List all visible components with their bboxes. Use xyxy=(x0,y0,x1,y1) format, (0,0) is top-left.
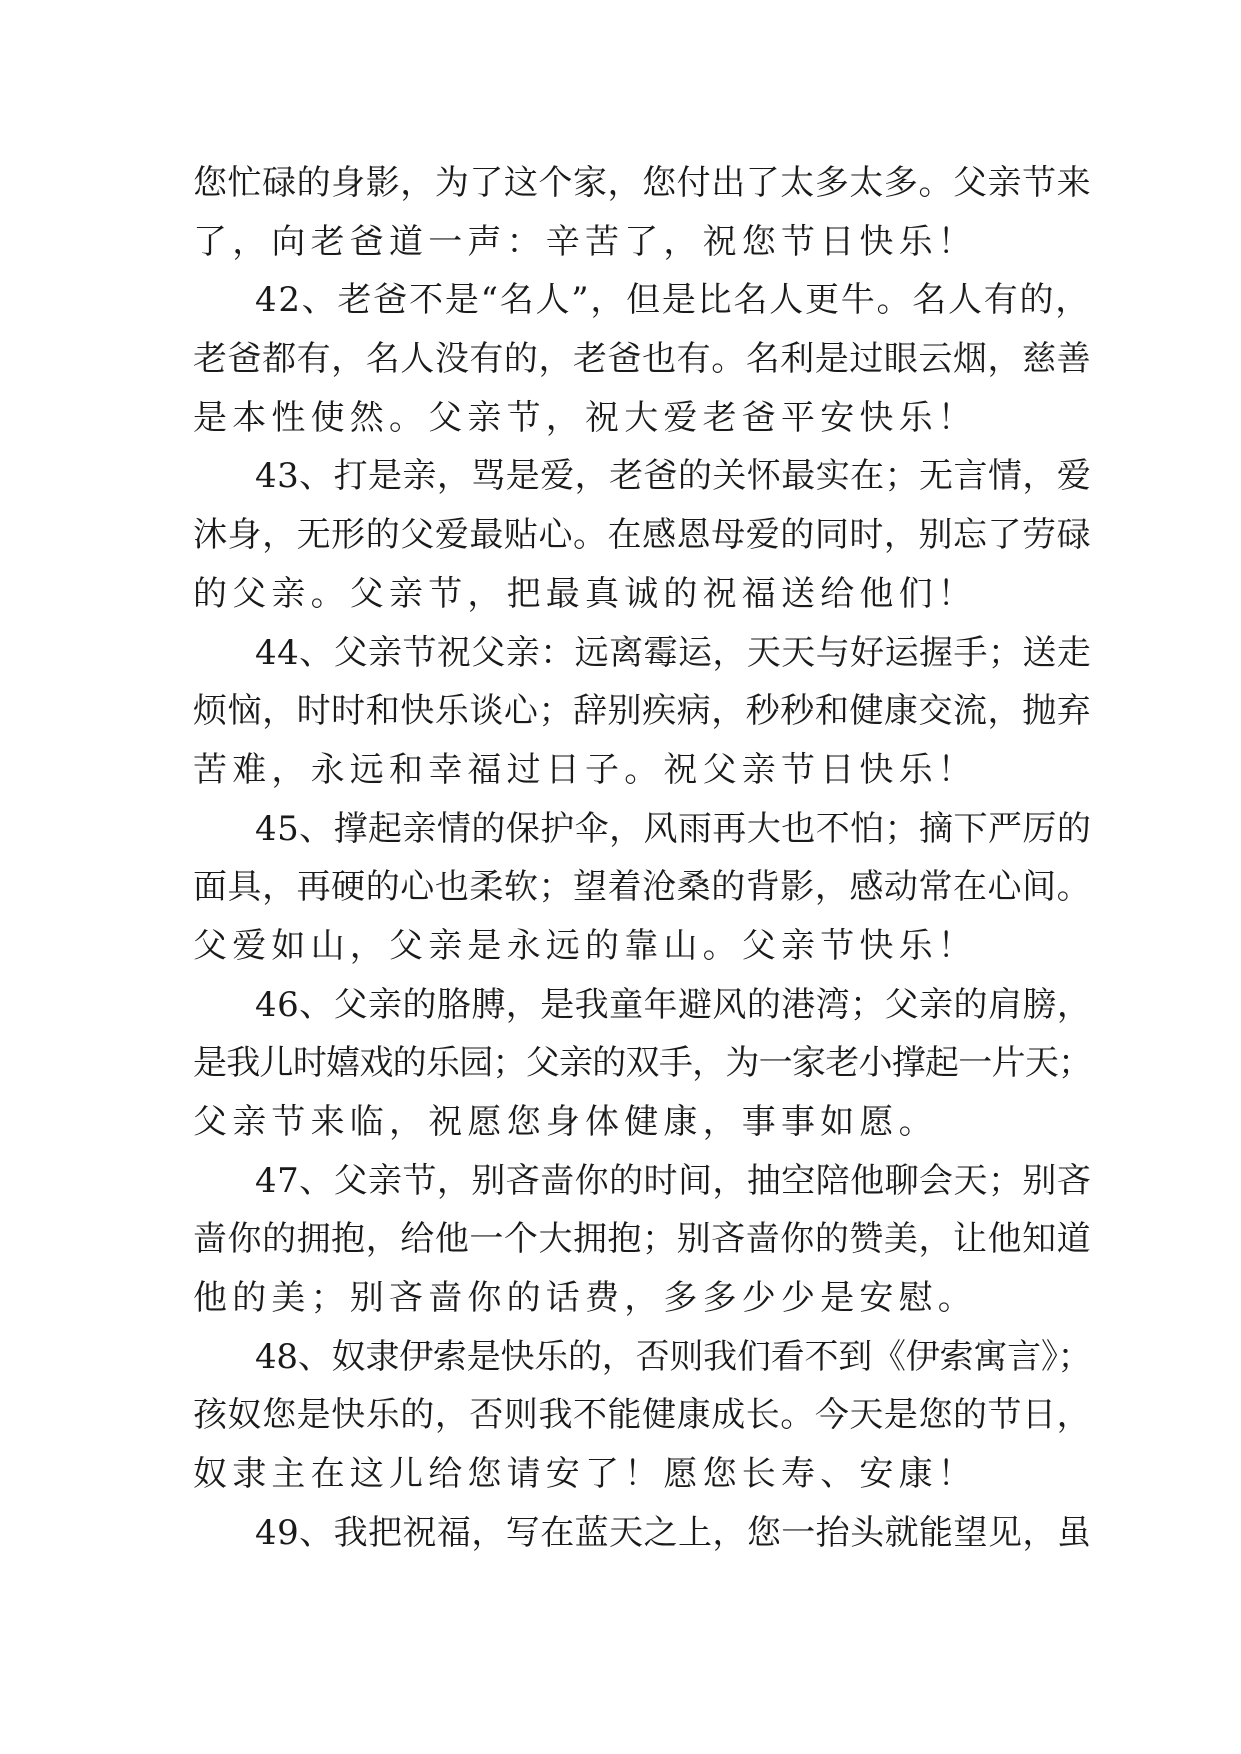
paragraph-44-start: 44、父亲节祝父亲：远离霉运，天天与好运握手；送走 xyxy=(255,632,1092,673)
text-line: 啬你的拥抱，给他一个大拥抱；别吝啬你的赞美，让他知道 xyxy=(193,1219,1092,1260)
text-line: 了，向老爸道一声：辛苦了，祝您节日快乐！ xyxy=(193,221,977,262)
text-line: 父亲节来临，祝愿您身体健康，事事如愿。 xyxy=(193,1102,938,1142)
text-line: 面具，再硬的心也柔软；望着沧桑的背影，感动常在心间。 xyxy=(193,867,1092,908)
text-line: 沐身，无形的父爱最贴心。在感恩母爱的同时，别忘了劳碌 xyxy=(193,515,1092,556)
paragraph-47-start: 47、父亲节，别吝啬你的时间，抽空陪他聊会天；别吝 xyxy=(255,1160,1092,1201)
paragraph-48-start: 48、奴隶伊索是快乐的，否则我们看不到《伊索寓言》； xyxy=(255,1336,1092,1377)
text-line: 奴隶主在这儿给您请安了！愿您长寿、安康！ xyxy=(193,1454,977,1495)
text-line: 孩奴您是快乐的，否则我不能健康成长。今天是您的节日， xyxy=(193,1395,1092,1436)
text-line: 老爸都有，名人没有的，老爸也有。名利是过眼云烟，慈善 xyxy=(193,339,1092,380)
text-line: 的父亲。父亲节，把最真诚的祝福送给他们！ xyxy=(193,573,977,614)
text-line: 是我儿时嬉戏的乐园；父亲的双手，为一家老小撑起一片天； xyxy=(193,1043,1092,1084)
document-body xyxy=(193,154,1092,1563)
text-line: 是本性使然。父亲节，祝大爱老爸平安快乐！ xyxy=(193,397,977,438)
text-line: 苦难，永远和幸福过日子。祝父亲节日快乐！ xyxy=(193,749,977,790)
text-line: 他的美；别吝啬你的话费，多多少少是安慰。 xyxy=(193,1278,977,1319)
paragraph-45-start: 45、撑起亲情的保护伞，风雨再大也不怕；摘下严厉的 xyxy=(255,808,1092,849)
paragraph-46-start: 46、父亲的胳膊，是我童年避风的港湾；父亲的肩膀， xyxy=(255,984,1092,1025)
paragraph-42-start: 42、老爸不是“名人”，但是比名人更牛。名人有的， xyxy=(255,280,1092,321)
text-line: 父爱如山，父亲是永远的靠山。父亲节快乐！ xyxy=(193,925,977,966)
text-line: 您忙碌的身影，为了这个家，您付出了太多太多。父亲节来 xyxy=(193,163,1092,203)
paragraph-43-start: 43、打是亲，骂是爱，老爸的关怀最实在；无言情，爱 xyxy=(255,456,1092,497)
paragraph-49-start: 49、我把祝福，写在蓝天之上，您一抬头就能望见，虽 xyxy=(255,1512,1092,1553)
text-line: 烦恼，时时和快乐谈心；辞别疾病，秒秒和健康交流，抛弃 xyxy=(193,691,1092,732)
